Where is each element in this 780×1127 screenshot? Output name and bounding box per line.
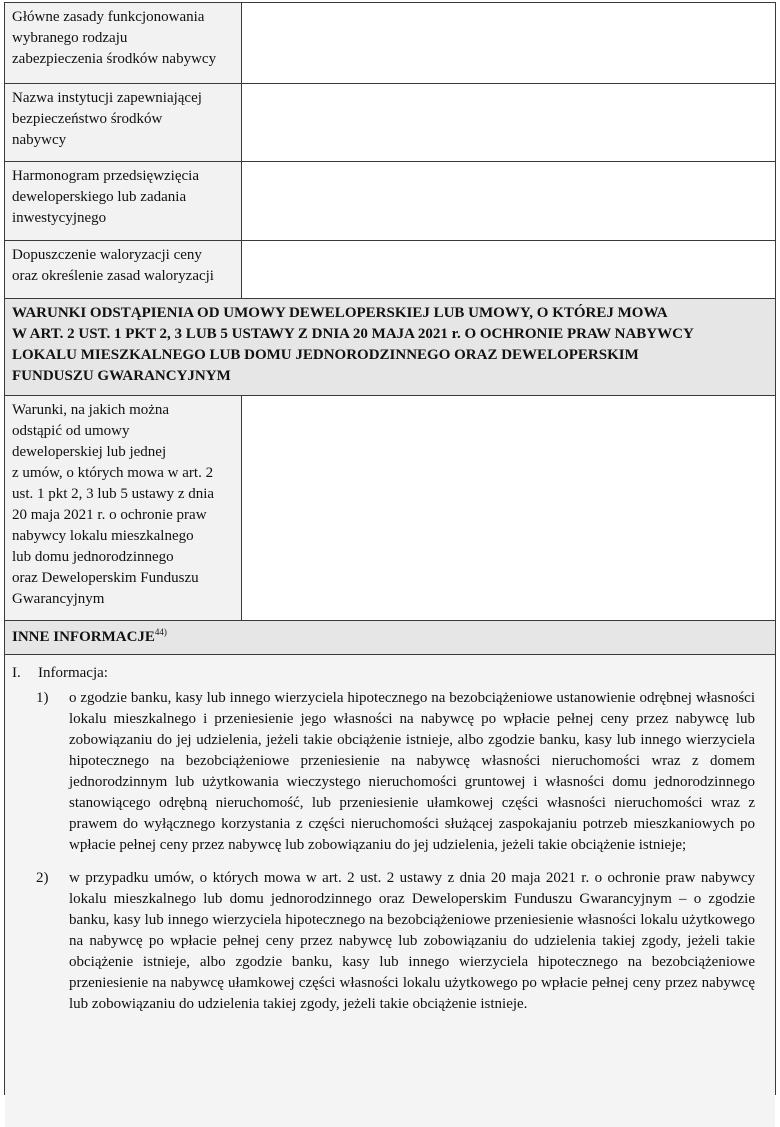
document-form [4,2,776,1095]
form-row-schedule [5,162,775,241]
withdrawal-section-heading: WARUNKI ODSTĄPIENIA OD UMOWY DEWELOPERSKIEJ LUB UMOWY, O KTÓREJ MOWA W ART. 2 UST. 1 PKT 2, 3 LUB 5 USTAWY Z DNIA 20 MAJA 2021 r. O OCHRONIE PRAW NABYWCY LOKALU MIESZKALNEGO LUB DOMU JEDNORODZINNEGO ORAZ DEWELOPERSKIM FUNDUSZU GWARANCYJNYM [5,299,775,396]
other-info-content [5,655,775,1127]
form-row-price-indexation [5,241,775,299]
row-value-field[interactable] [242,3,775,83]
footnote-marker: 44) [154,627,167,637]
item-text: o zgodzie banku, kasy lub innego wierzyciela hipotecznego na bezobciążeniowe ustanowienie odrębnej własności lokalu mieszkalnego i przeniesienie jego własności na nabywcę po wpłacie pełnej ceny przez nabywcę lub zobowiązaniu do jej udzielenia, jeżeli takie obciążenie istnieje, albo zgodzie banku, kasy lub innego wierzyciela hipotecznego na bezobciążeniowe przeniesienie na nabywcę własności nieruchomości wraz z domem jednorodzinnym lub użytkowania wieczystego nieruchomości gruntowej i własności domu jednorodzinnego stanowiącego odrębną nieruchomość, lub przeniesienie ułamkowej części własności nieruchomości wraz z prawem do wyłącznego korzystania z części nieruchomości służącej zaspokajaniu potrzeb mieszkaniowych po wpłacie pełnej ceny przez nabywcę lub zobowiązaniu do jej udzielenia, jeżeli takie obciążenie istnieje; [69,690,755,853]
row-label: Główne zasady funkcjonowania wybranego rodzaju zabezpieczenia środków nabywcy [5,3,242,83]
row-value-field[interactable] [242,84,775,161]
item-number: 1) [36,690,49,706]
form-row-withdrawal-conditions [5,396,775,621]
info-intro [12,663,755,684]
other-info-heading [5,621,775,655]
row-value-field[interactable] [242,241,775,298]
row-value-field[interactable] [242,396,775,620]
item-number: 2) [36,870,49,886]
row-label: Warunki, na jakich można odstąpić od umowy deweloperskiej lub jednej z umów, o których mowa w art. 2 ust. 1 pkt 2, 3 lub 5 ustawy z dnia 20 maja 2021 r. o ochronie praw nabywcy lokalu mieszkalnego lub domu jednorodzinnego oraz Deweloperskim Funduszu Gwarancyjnym [5,396,242,620]
intro-number: I. [12,665,21,681]
intro-text: Informacja: [38,665,108,681]
row-label: Dopuszczenie waloryzacji ceny oraz określenie zasad waloryzacji [5,241,242,298]
list-item [36,688,755,856]
row-label: Harmonogram przedsięwzięcia deweloperskiego lub zadania inwestycyjnego [5,162,242,240]
list-item [36,868,755,1015]
row-label: Nazwa instytucji zapewniającej bezpieczeństwo środków nabywcy [5,84,242,161]
form-row-security-principles [5,2,775,84]
row-value-field[interactable] [242,162,775,240]
other-info-heading-text: INNE INFORMACJE [12,629,155,645]
form-row-institution-name [5,84,775,162]
item-text: w przypadku umów, o których mowa w art. 2 ust. 2 ustawy z dnia 20 maja 2021 r. o ochronie praw nabywcy lokalu mieszkalnego lub domu jednorodzinnego oraz Deweloperskim Funduszu Gwarancyjnym – o zgodzie banku, kasy lub innego wierzyciela hipotecznego na bezobciążeniowe przeniesienie własności lokalu użytkowego na nabywcę po wpłacie pełnej ceny przez nabywcę lub zobowiązaniu do udzielenia takiej zgody, jeżeli takie obciążenie istnieje, albo zgodzie banku, kasy lub innego wierzyciela hipotecznego na bezobciążeniowe przeniesienie na nabywcę ułamkowej części własności lokalu użytkowego po wpłacie pełnej ceny przez nabywcę lub zobowiązaniu do udzielenia takiej zgody, jeżeli takie obciążenie istnieje. [69,870,755,1012]
